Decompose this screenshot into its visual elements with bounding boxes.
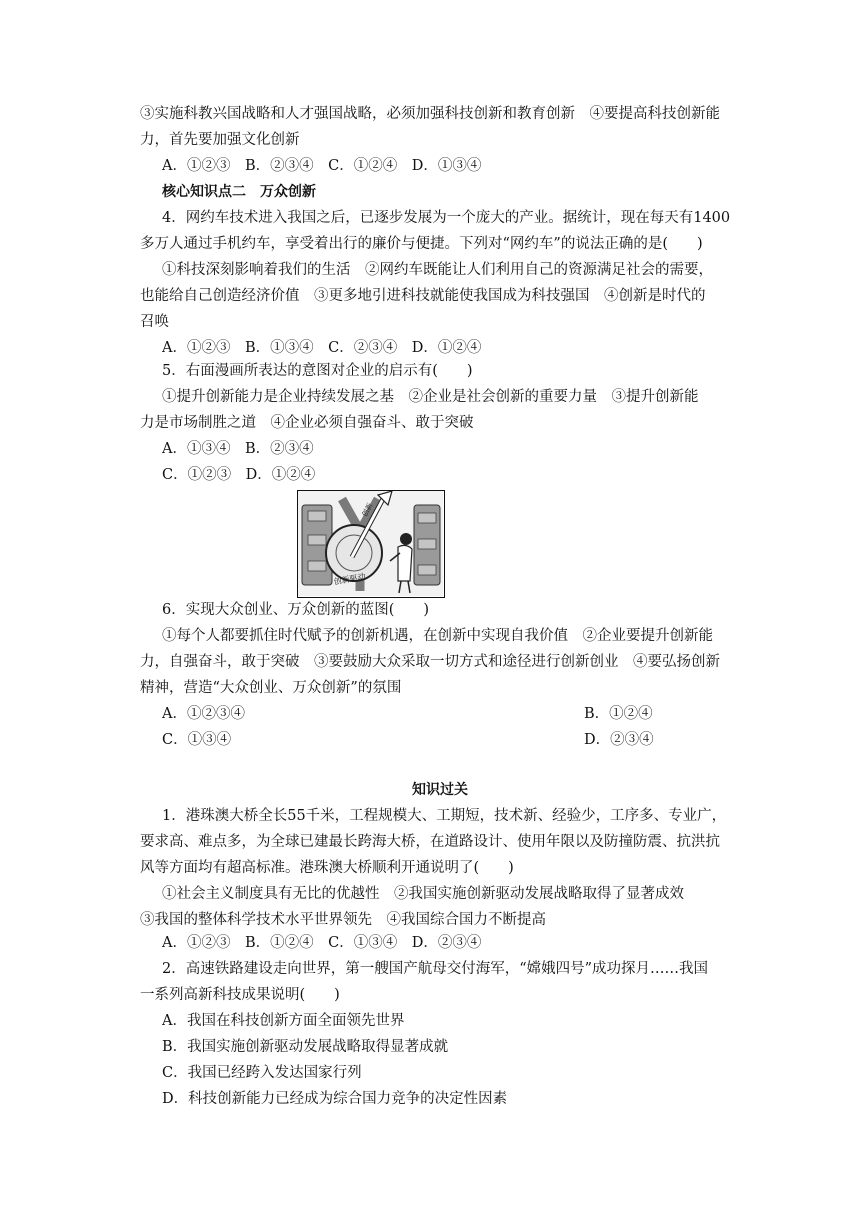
k1-items-line-1: ①社会主义制度具有无比的优越性 ②我国实施创新驱动发展战略取得了显著成效: [162, 886, 684, 902]
k2-option-a: A．我国在科技创新方面全面领先世界: [162, 1013, 405, 1029]
q4-stem-line-2: 多万人通过手机约车，享受着出行的廉价与便捷。下列对“网约车”的说法正确的是( ): [140, 236, 703, 252]
q6-option-c: C．①③④: [162, 732, 232, 748]
q6-option-b: B．①②④: [584, 706, 653, 722]
cartoon-arrow-text: 创新: [360, 501, 375, 518]
k1-stem-line-3: 风等方面均有超高标准。港珠澳大桥顺利开通说明了( ): [140, 860, 514, 876]
prev-question-line-2: 力，首先要加强文化创新: [140, 132, 300, 148]
q5-items-line-2: 力是市场制胜之道 ④企业必须自强奋斗、敢于突破: [140, 415, 474, 431]
k1-stem-line-1: 1．港珠澳大桥全长55千米，工程规模大、工期短，技术新、经验少，工序多、专业广，: [162, 808, 727, 824]
q6-items-line-1: ①每个人都要抓住时代赋予的创新机遇，在创新中实现自我价值 ②企业要提升创新能: [162, 628, 713, 644]
k1-items-line-2: ③我国的整体科学技术水平世界领先 ④我国综合国力不断提高: [140, 912, 546, 928]
q4-options: A．①②③ B．①③④ C．②③④ D．①②④: [162, 340, 482, 356]
k2-option-b: B．我国实施创新驱动发展战略取得显著成就: [162, 1039, 449, 1055]
k2-stem-line-2: 一系列高新科技成果说明( ): [140, 987, 340, 1003]
q5-options-line-1: A．①③④ B．②③④: [162, 441, 314, 457]
k2-stem-line-1: 2．高速铁路建设走向世界，第一艘国产航母交付海军，“嫦娥四号”成功探月……我国: [162, 961, 709, 977]
q4-items-line-1: ①科技深刻影响着我们的生活 ②网约车既能让人们利用自己的资源满足社会的需要，: [162, 262, 713, 278]
q6-option-a: A．①②③④: [162, 706, 245, 722]
q6-items-line-2: 力，自强奋斗，敢于突破 ③要鼓励大众采取一切方式和途径进行创新创业 ④要弘扬创新: [140, 654, 720, 670]
prev-question-options: A．①②③ B．②③④ C．①②④ D．①③④: [162, 158, 482, 174]
k2-option-d: D．科技创新能力已经成为综合国力竞争的决定性因素: [162, 1091, 508, 1107]
q6-items-line-3: 精神，营造“大众创业、万众创新”的氛围: [140, 680, 402, 696]
k1-stem-line-2: 要求高、难点多，为全球已建最长跨海大桥，在道路设计、使用年限以及防撞防震、抗洪抗: [140, 834, 720, 850]
q4-items-line-2: 也能给自己创造经济价值 ③更多地引进科技就能使我国成为科技强国 ④创新是时代的: [140, 288, 706, 304]
q6-stem: 6．实现大众创业、万众创新的蓝图( ): [162, 602, 430, 618]
prev-question-line-1: ③实施科教兴国战略和人才强国战略，必须加强科技创新和教育创新 ④要提高科技创新能: [140, 106, 720, 122]
yuan-gear-cartoon-icon: [298, 491, 443, 596]
cartoon-wheel-text: 创新驱动: [333, 572, 367, 587]
k2-option-c: C．我国已经跨入发达国家行列: [162, 1065, 362, 1081]
q4-stem-line-1: 4．网约车技术进入我国之后，已逐步发展为一个庞大的产业。据统计，现在每天有1400: [162, 210, 731, 226]
section-heading: 核心知识点二 万众创新: [162, 184, 316, 200]
q5-options-line-2: C．①②③ D．①②④: [162, 467, 316, 483]
q6-option-d: D．②③④: [584, 732, 654, 748]
q5-items-line-1: ①提升创新能力是企业持续发展之基 ②企业是社会创新的重要力量 ③提升创新能: [162, 389, 699, 405]
section2-title: 知识过关: [412, 782, 468, 798]
q5-stem: 5．右面漫画所表达的意图对企业的启示有( ): [162, 363, 473, 379]
q4-items-line-3: 召唤: [140, 314, 169, 330]
k1-options: A．①②③ B．①②④ C．①③④ D．②③④: [162, 935, 482, 951]
innovation-cartoon-image: [297, 490, 445, 598]
